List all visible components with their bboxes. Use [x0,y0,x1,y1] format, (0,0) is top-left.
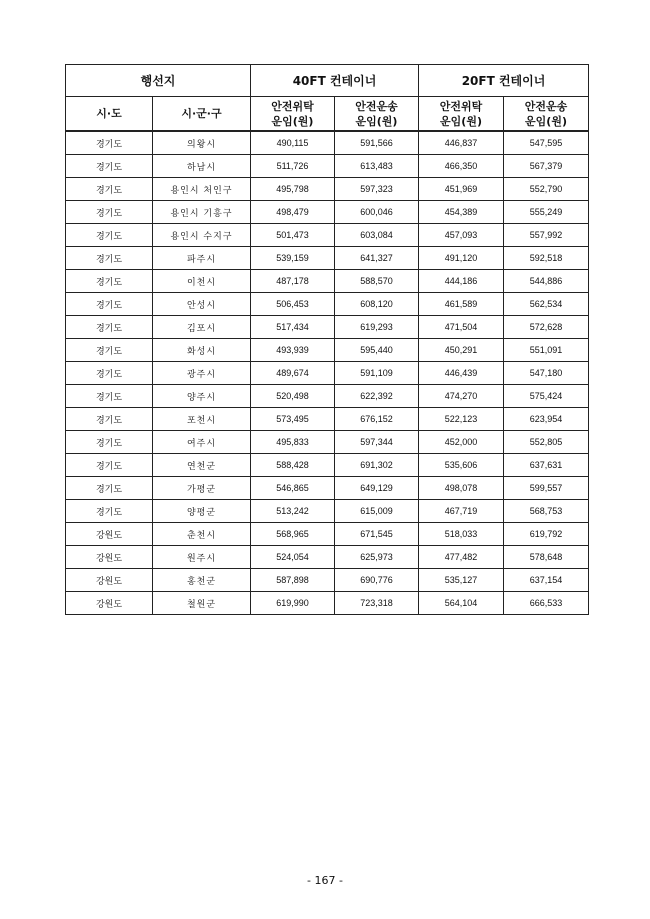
cell-sido: 강원도 [66,546,153,569]
table-row [66,201,589,224]
cell-40ft-consign-rate: 619,990 [251,592,335,615]
cell-20ft-transport-rate: 555,249 [504,201,589,224]
cell-40ft-transport-rate: 613,483 [335,155,419,178]
cell-40ft-consign-rate: 498,479 [251,201,335,224]
page-number: - 167 - [307,874,343,887]
cell-sido: 경기도 [66,385,153,408]
cell-sigungu: 춘천시 [153,523,251,546]
cell-40ft-consign-rate: 506,453 [251,293,335,316]
cell-40ft-consign-rate: 487,178 [251,270,335,293]
cell-40ft-consign-rate: 495,833 [251,431,335,454]
cell-20ft-consign-rate: 454,389 [419,201,504,224]
cell-20ft-transport-rate: 666,533 [504,592,589,615]
cell-20ft-consign-rate: 518,033 [419,523,504,546]
cell-40ft-consign-rate: 546,865 [251,477,335,500]
cell-20ft-consign-rate: 471,504 [419,316,504,339]
header-40ft-consign-line2: 운임(원) [271,114,314,128]
cell-sigungu: 철원군 [153,592,251,615]
cell-20ft-consign-rate: 491,120 [419,247,504,270]
cell-40ft-consign-rate: 501,473 [251,224,335,247]
cell-40ft-transport-rate: 671,545 [335,523,419,546]
table-row [66,247,589,270]
cell-sigungu: 여주시 [153,431,251,454]
cell-20ft-consign-rate: 477,482 [419,546,504,569]
cell-sigungu: 홍천군 [153,569,251,592]
cell-20ft-consign-rate: 535,606 [419,454,504,477]
cell-20ft-transport-rate: 547,180 [504,362,589,385]
cell-20ft-transport-rate: 619,792 [504,523,589,546]
cell-40ft-consign-rate: 495,798 [251,178,335,201]
cell-sigungu: 용인시 처인구 [153,178,251,201]
cell-40ft-transport-rate: 641,327 [335,247,419,270]
table-row [66,546,589,569]
cell-sido: 경기도 [66,408,153,431]
cell-20ft-transport-rate: 544,886 [504,270,589,293]
table-row [66,362,589,385]
cell-20ft-transport-rate: 552,805 [504,431,589,454]
cell-40ft-transport-rate: 615,009 [335,500,419,523]
cell-sido: 경기도 [66,362,153,385]
cell-40ft-transport-rate: 591,566 [335,131,419,155]
cell-40ft-consign-rate: 513,242 [251,500,335,523]
cell-sido: 경기도 [66,431,153,454]
cell-20ft-transport-rate: 637,154 [504,569,589,592]
table-row [66,523,589,546]
cell-20ft-transport-rate: 578,648 [504,546,589,569]
header-20ft-consign [419,97,504,132]
header-20ft-transport [504,97,589,132]
cell-20ft-transport-rate: 637,631 [504,454,589,477]
cell-sido: 경기도 [66,224,153,247]
cell-20ft-consign-rate: 522,123 [419,408,504,431]
cell-20ft-consign-rate: 474,270 [419,385,504,408]
cell-40ft-transport-rate: 588,570 [335,270,419,293]
table-row [66,178,589,201]
table-row [66,131,589,155]
header-sigungu: 시·군·구 [153,97,251,132]
cell-sigungu: 포천시 [153,408,251,431]
cell-sigungu: 양평군 [153,500,251,523]
cell-40ft-consign-rate: 539,159 [251,247,335,270]
cell-sido: 경기도 [66,270,153,293]
cell-20ft-transport-rate: 592,518 [504,247,589,270]
cell-sigungu: 파주시 [153,247,251,270]
cell-sigungu: 가평군 [153,477,251,500]
cell-sido: 경기도 [66,316,153,339]
table-row [66,500,589,523]
cell-40ft-transport-rate: 649,129 [335,477,419,500]
cell-40ft-consign-rate: 511,726 [251,155,335,178]
header-20ft-transport-line1: 안전운송 [524,99,568,113]
header-20ft-container: 20FT 컨테이너 [419,65,589,97]
cell-20ft-consign-rate: 457,093 [419,224,504,247]
header-row-groups [66,65,589,97]
freight-rate-table [65,64,589,615]
cell-sido: 경기도 [66,247,153,270]
table-row [66,592,589,615]
table-header [66,65,589,132]
cell-20ft-consign-rate: 452,000 [419,431,504,454]
cell-20ft-transport-rate: 557,992 [504,224,589,247]
cell-20ft-consign-rate: 450,291 [419,339,504,362]
table-row [66,316,589,339]
cell-40ft-transport-rate: 619,293 [335,316,419,339]
cell-40ft-transport-rate: 691,302 [335,454,419,477]
cell-40ft-consign-rate: 587,898 [251,569,335,592]
cell-20ft-transport-rate: 551,091 [504,339,589,362]
cell-40ft-consign-rate: 573,495 [251,408,335,431]
cell-sido: 경기도 [66,131,153,155]
table-row [66,224,589,247]
cell-40ft-consign-rate: 520,498 [251,385,335,408]
cell-40ft-transport-rate: 723,318 [335,592,419,615]
header-sido: 시·도 [66,97,153,132]
header-40ft-consign [251,97,335,132]
table-row [66,477,589,500]
header-40ft-consign-line1: 안전위탁 [271,99,314,113]
cell-sigungu: 용인시 수지구 [153,224,251,247]
cell-20ft-consign-rate: 451,969 [419,178,504,201]
table-body [66,131,589,615]
cell-40ft-transport-rate: 690,776 [335,569,419,592]
cell-40ft-transport-rate: 603,084 [335,224,419,247]
cell-sido: 경기도 [66,500,153,523]
cell-20ft-transport-rate: 599,557 [504,477,589,500]
cell-sido: 경기도 [66,339,153,362]
cell-sido: 강원도 [66,523,153,546]
header-20ft-consign-line2: 운임(원) [440,114,482,128]
cell-sido: 경기도 [66,477,153,500]
cell-40ft-transport-rate: 597,344 [335,431,419,454]
cell-20ft-transport-rate: 575,424 [504,385,589,408]
cell-20ft-transport-rate: 552,790 [504,178,589,201]
cell-20ft-consign-rate: 446,837 [419,131,504,155]
cell-40ft-consign-rate: 490,115 [251,131,335,155]
cell-sigungu: 이천시 [153,270,251,293]
table-row [66,293,589,316]
cell-sigungu: 김포시 [153,316,251,339]
table-row [66,270,589,293]
cell-sigungu: 용인시 기흥구 [153,201,251,224]
cell-20ft-consign-rate: 461,589 [419,293,504,316]
cell-40ft-transport-rate: 676,152 [335,408,419,431]
cell-sigungu: 의왕시 [153,131,251,155]
table-row [66,408,589,431]
cell-20ft-transport-rate: 567,379 [504,155,589,178]
table-row [66,454,589,477]
cell-sigungu: 안성시 [153,293,251,316]
table-row [66,385,589,408]
header-row-columns [66,97,589,132]
cell-20ft-consign-rate: 446,439 [419,362,504,385]
cell-40ft-transport-rate: 608,120 [335,293,419,316]
cell-40ft-transport-rate: 597,323 [335,178,419,201]
table-row [66,431,589,454]
cell-40ft-transport-rate: 625,973 [335,546,419,569]
cell-sido: 경기도 [66,155,153,178]
cell-20ft-transport-rate: 547,595 [504,131,589,155]
table-row [66,339,589,362]
cell-sido: 경기도 [66,178,153,201]
header-40ft-transport-line2: 운임(원) [355,114,398,128]
cell-40ft-transport-rate: 600,046 [335,201,419,224]
header-20ft-consign-line1: 안전위탁 [439,99,483,113]
cell-sigungu: 광주시 [153,362,251,385]
cell-sigungu: 연천군 [153,454,251,477]
cell-40ft-consign-rate: 588,428 [251,454,335,477]
cell-20ft-consign-rate: 444,186 [419,270,504,293]
cell-sido: 경기도 [66,201,153,224]
cell-20ft-transport-rate: 568,753 [504,500,589,523]
cell-20ft-transport-rate: 623,954 [504,408,589,431]
cell-20ft-transport-rate: 562,534 [504,293,589,316]
cell-20ft-consign-rate: 467,719 [419,500,504,523]
cell-40ft-transport-rate: 591,109 [335,362,419,385]
header-destination: 행선지 [66,65,251,97]
cell-20ft-consign-rate: 466,350 [419,155,504,178]
header-20ft-transport-line2: 운임(원) [525,114,567,128]
cell-sido: 강원도 [66,592,153,615]
cell-20ft-consign-rate: 498,078 [419,477,504,500]
cell-sigungu: 양주시 [153,385,251,408]
cell-20ft-consign-rate: 564,104 [419,592,504,615]
cell-20ft-transport-rate: 572,628 [504,316,589,339]
cell-40ft-transport-rate: 622,392 [335,385,419,408]
cell-sido: 경기도 [66,293,153,316]
header-40ft-container: 40FT 컨테이너 [251,65,419,97]
cell-sigungu: 화성시 [153,339,251,362]
table-row [66,155,589,178]
cell-40ft-consign-rate: 524,054 [251,546,335,569]
cell-40ft-consign-rate: 517,434 [251,316,335,339]
cell-40ft-transport-rate: 595,440 [335,339,419,362]
cell-sigungu: 원주시 [153,546,251,569]
table-row [66,569,589,592]
header-40ft-transport [335,97,419,132]
cell-sido: 강원도 [66,569,153,592]
header-40ft-transport-line1: 안전운송 [355,99,398,113]
cell-40ft-consign-rate: 493,939 [251,339,335,362]
cell-40ft-consign-rate: 568,965 [251,523,335,546]
cell-40ft-consign-rate: 489,674 [251,362,335,385]
cell-sido: 경기도 [66,454,153,477]
cell-20ft-consign-rate: 535,127 [419,569,504,592]
cell-sigungu: 하남시 [153,155,251,178]
